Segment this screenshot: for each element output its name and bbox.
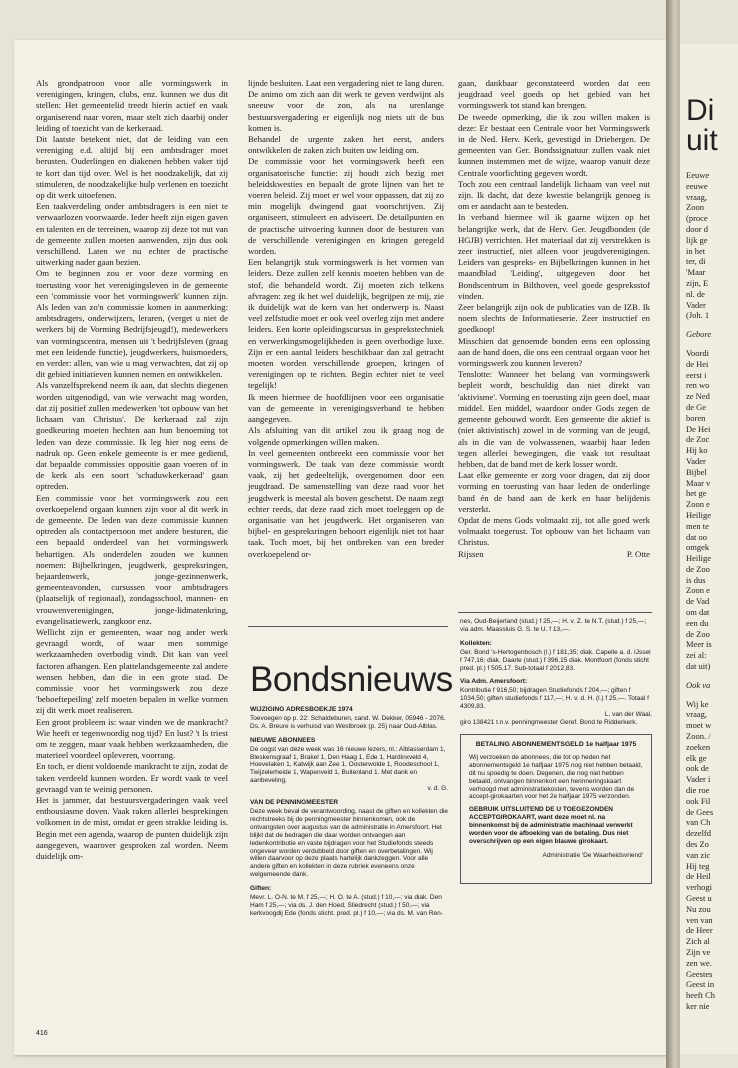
section-heading: VAN DE PENNINGMEESTER <box>250 799 339 807</box>
article-column-1 <box>36 78 228 1028</box>
next-page-line: zei al: <box>686 650 707 661</box>
section-title: Bondsnieuws <box>250 660 453 699</box>
next-page-line: vraag, <box>686 709 708 720</box>
next-page-line: een du <box>686 617 709 628</box>
next-page-line: heeft Ch <box>686 990 716 1001</box>
section-heading: Giften: <box>250 885 272 893</box>
news-text: Toevoegen op p. 22: Schaldeburen, cand. W. Dekker, 05946 - 2076. <box>250 714 446 722</box>
paragraph: Als afsluiting van dit artikel zou ik graag nog de volgende opmerkingen willen maken. <box>248 425 444 447</box>
paragraph: De tweede opmerking, die ik zou willen maken is deze: Er bestaat een Centrale voor het Vormingswerk in de Ned. Herv. Kerk, gevestigd in Driebergen. De gemeenten van Ger. Bondssignatuur zullen vaak niet kunnen instemmen met de wijze, waarop vanuit deze Centrale voorlichting gegeven wordt. <box>458 111 650 178</box>
next-page-line: Zoon e <box>686 585 710 596</box>
paragraph: Toch zou een centraal landelijk lichaam van veel nut zijn. Ik dacht, dat deze kwestie belangrijk genoeg is om er aandacht aan te besteden. <box>458 178 650 212</box>
next-page-line: de Zoc <box>686 434 710 445</box>
next-page-line: Nu zou <box>686 903 711 914</box>
next-page-line: Zoon. / <box>686 731 711 742</box>
next-page-line: zoeken <box>686 741 711 752</box>
next-page-line: verhogi <box>686 882 712 893</box>
paragraph: lijnde besluiten. Laat een vergadering niet te lang duren. De animo om zich aan dit werk te geven verdwijnt als sneeuw voor de zon, als na urenlange bestuursvergadering er eigenlijk nog niets uit de bus komen is. <box>248 78 444 133</box>
next-page-line: (Joh. 1 <box>686 310 710 321</box>
signature-place: Rijssen <box>458 548 484 559</box>
notice-text: GEBRUIK UITSLUITEND DE U TOEGEZONDEN ACCEPTGIROKAART, want deze moet nl. na binnenkomst bij de administratie machinaal verwerkt worden voor de afboeking van de betaling. Dus niet overschrijven op een eigen blauwe girokaart. <box>469 806 633 845</box>
paragraph: Een belangrijk stuk vormingswerk is het vormen van leiders. Deze zullen zelf kennis moeten hebben van de stof, die behandeld wordt. Zij moeten zich telkens afvragen: zeg ik het wel duidelijk, begrijpen ze mij, zie ik duidelijk wat de kern van het onderwerp is. Naast veel zelfstudie moet er ook veel overleg zijn met andere leiders. Een korte opleidingscursus in gesprekstechniek en verwerkingsmogelijkheden is geen overbodige luxe. Zijn er een aantal leiders beschikbaar dan zal getracht moeten worden verschillende groepen, kringen of verenigingen op te richten. Begin echter niet te veel tegelijk! <box>248 257 444 391</box>
next-page-subheading: Ook va <box>686 679 711 690</box>
notice-box <box>460 734 652 884</box>
section-heading: Via Adm. Amersfoort: <box>460 678 528 686</box>
next-page-line: ren wo <box>686 380 710 391</box>
bondsnieuws-column-2 <box>460 618 652 728</box>
paragraph: Als vanzelfsprekend neem ik aan, dat slechts diegenen worden uitgenodigd, van wie verwacht mag worden, dat zij positief zullen medewerken 'tot opbouw van het lichaam van Christus'. De kerkeraad zal zijn goedkeuring moeten hechten aan hun benoeming tot leden van deze commissie. Ik leg hier nog eens de nadruk op. Geen enkele gemeente is er mee gediend, dat bepaalde commissies oppositie gaan voeren of in de kerk als een soort 'schaduwkerkeraad' gaan optreden. <box>36 380 228 492</box>
paragraph: Wellicht zijn er gemeenten, waar nog ander werk gevraagd wordt, of waar men sommige werkzaamheden overbodig vindt. Dit kan van veel factoren afhangen. Een plattelandsgemeente zal andere wensen hebben, dan die in een grote stad. De commissie voor het vormingswerk zou deze 'behoeftepeiling' zelf moeten bepalen in welke vormen zij dit werk moet realiseren. <box>36 626 228 716</box>
paragraph: Tenslotte: Wanneer het belang van vormingswerk bepleit wordt, beschuldig dan niet direkt van 'aktivisme'. Vorming en toerusting zijn geen doel, maar middel. Een middel, waardoor onder Gods zegen de gemeente gebouwd wordt. Een gemeente die aktief is (niet aktivistisch) zowel in de vorming van de jeugd, als in die van de volwassenen, waarbij haar leden tegen allerlei bewegingen, die vaak tot resultaat hebben, dat de band met de kerk losser wordt. <box>458 369 650 469</box>
paragraph: Zeer belangrijk zijn ook de publicaties van de IZB. Ik noem slechts de Informatieserie. Zeer instructief en goedkoop! <box>458 302 650 335</box>
next-page-line: zen we. <box>686 957 712 968</box>
news-text: Mevr. L. O-N. te M. f 25,—; H. O. te A. (stud.) f 10,—; via diak. Den Ham f 25,—; via ds. J. den Hoed, Sliedrecht (stud.) f 50,—; via kerkvoogdij Ede (fonds sticht. pred. pl.) f 10,—; via ds. M. van Ren- <box>250 894 443 917</box>
next-page-line: die roe <box>686 785 710 796</box>
paragraph: Een groot probleem is: waar vinden we de mankracht? Wie heeft er tegenwoordig nog tijd? En lust? 't Is triest om te zeggen, maar vaak hebben werkzaamheden, die materieel voordeel opleveren, voorrang. <box>36 716 228 761</box>
next-page-line: Geest u <box>686 893 712 903</box>
next-page-line: Meer is <box>686 639 712 650</box>
news-text: Ds. A. Breure is verhuisd van Westbroek (p. 25) naar Oud-Alblas. <box>250 722 438 730</box>
next-page-line: (proce <box>686 213 708 224</box>
next-page-line: Zijn ve <box>686 946 711 957</box>
heading-line: uit <box>686 124 718 157</box>
next-page-line: dat oo <box>686 531 708 542</box>
section-heading: WIJZIGING ADRESBOEKJE 1974 <box>250 706 353 713</box>
heading-line: Di <box>686 94 715 127</box>
paragraph: Het is jammer, dat bestuursvergaderingen vaak veel enthousiasme doven. Vaak raken allerlei besprekingen volkomen in de mist, omdat er geen strakke leiding is. Begin met een agenda, waarop de punten duidelijk zijn aangegeven, waarover gesproken zal worden. Neem duidelijk om- <box>36 795 228 862</box>
news-text: Kontributie f 916,50; bijdragen Studiefonds f 204,—; giften f 1034,50; giften studiefonds f 117,—; H. v. d. H. (l.) f 25,—. Totaal f 4309,83. <box>460 687 649 711</box>
next-page-line: eerst i <box>686 369 707 380</box>
next-page-line: ker nie <box>686 1000 710 1011</box>
binding-gutter <box>666 0 680 1068</box>
next-page-line: des Zo <box>686 839 709 850</box>
next-page-line: Vader <box>686 299 706 310</box>
next-page-subheading: Gebore <box>686 329 712 340</box>
next-page-line: Zoon <box>686 202 704 213</box>
article-column-2 <box>248 78 444 618</box>
next-page-column <box>686 170 738 1011</box>
next-page-line: om dat <box>686 607 710 618</box>
paragraph: Ik meen hiermee de hoofdlijnen voor een organisatie van de gemeente in verenigingsverband te hebben aangegeven. <box>248 391 444 425</box>
next-page-line: vraag, <box>686 191 708 202</box>
next-page-line: het ge <box>686 488 707 499</box>
next-page-line: Hij ko <box>686 445 708 456</box>
next-page-line: ven van <box>686 914 713 925</box>
news-text: Ger. Bond 's-Hertogenbosch (l.) f 181,35; diak. Capelle a. d. IJssel f 747,16; diak. Daarle (stud.) f 396,15 diak. Montfoort (fonds sticht pred. pl.) f 505,17. Sub-totaal f 2012,83. <box>460 648 651 672</box>
next-page-line: Geestes <box>686 968 713 979</box>
paragraph: In verband hiermee wil ik gaarne wijzen op het belangrijke werk, dat de Herv. Ger. Jeugdbonden (de HGJB) verrichten. Het materiaal dat zij verstrekken is zeer instructief, niet alleen voor jeugdverenigingen. Leiders van gespreks- en Bijbelkringen kunnen in het maandblad 'Leiding', uitgegeven door het Bondscentrum in Bilthoven, veel goede gespreksstof vinden. <box>458 212 650 301</box>
next-page-line: moet w <box>686 720 712 731</box>
paragraph: Misschien dat genoemde bonden eens een oplossing aan de hand doen, die ons een centraal orgaan voor het vormingswerk zou kunnen leveren? <box>458 335 650 369</box>
next-page-line: ter, di <box>686 256 706 267</box>
news-text: giro 138421 t.n.v. penningmeester Geref. Bond te Ridderkerk. <box>460 718 638 726</box>
paragraph: Behandel de urgente zaken het eerst, anders ontwikkelen de zaken zich buiten uw leiding om. <box>248 134 444 156</box>
next-page-line: in het <box>686 245 706 256</box>
next-page-line: ook Fil <box>686 795 711 806</box>
paragraph: Laat elke gemeente er zorg voor dragen, dat zij door vorming en toerusting van haar leden de onderlinge band én de band aan de kerk en haar belijdenis versterkt. <box>458 470 650 514</box>
next-page-line: de Heer <box>686 925 713 936</box>
next-page-line: is dus <box>686 574 706 585</box>
paragraph: De commissie voor het vormingswerk heeft een organisatorische functie: zij houdt zich bezig met beleidskwesties en bepaalt de grote lijnen van het te voeren beleid. Zij moet er wel voor oppassen, dat zij zo min mogelijk dwingend gaat voorschrijven. Zij organiseert, stimuleert en adviseert. De detailpunten en de practische uitvoering kunnen door de besturen van de verschillende verenigingen en kringen geregeld worden. <box>248 156 444 257</box>
next-page-line: van zic <box>686 849 711 860</box>
next-page-line: Wij ke <box>686 698 709 709</box>
paragraph: Opdat de mens Gods volmaakt zij, tot alle goed werk volmaakt toegerust. Tot opbouw van het lichaam van Christus. <box>458 514 650 548</box>
signature-author: P. Otte <box>626 548 650 559</box>
news-text: nes, Oud-Beijerland (stud.) f 25,—; H. v. Z. te N.T. (stud.) f 25,—; via adm. Maassluis G. S. te U. f 13,—. <box>460 618 647 633</box>
next-page-line: de Heil <box>686 871 711 882</box>
notice-title: BETALING ABONNEMENTSGELD 1e halfjaar 1975 <box>475 741 637 748</box>
paragraph: Als grondpatroon voor alle vormingswerk in verenigingen, kringen, clubs, enz. kunnen we dus dit stellen: Het gemeentelid treedt hierin actief en vaak organiserend naar voren, maar stelt zich daarbij onder leiding of toezicht van de kerkeraad. <box>36 78 228 133</box>
next-page-line: men te <box>686 520 709 531</box>
next-page-line: Bijbel <box>686 466 707 477</box>
next-page-line: De Hei <box>686 423 711 434</box>
next-page-line: de Zoo <box>686 563 710 574</box>
next-page-line: Hij teg <box>686 860 710 871</box>
paragraph: In veel gemeenten ontbreekt een commissie voor het vormingswerk. De taak van deze commissie wordt vaak, zij het gedeeltelijk, overgenomen door een jeugdraad. De samenstelling van deze raad voor het jeugdwerk is meestal als boven geschetst. De naam zegt echter reeds, dat deze raad zich moet toeleggen op de organisatie van het jeugdwerk. Het organiseren van bijbel- en gespreksringen behoort eigenlijk niet tot haar taak. Toch moet, bij het ontbreken van een breder overkoepelend or- <box>248 447 444 559</box>
article-column-3 <box>458 78 650 608</box>
news-text: Deze week beval de verantwoording, naast de giften en kollekten die rechtstreeks bij de penningmeester binnenkomen, ook de ontvangsten over augustus van de administratie in Amersfoort. Het blijkt dat de bedragen die daar worden ontvangen aan ledenkontributie en vaste bijdragen voor het Studiefonds steeds ongeveer worden verdubbeld door giften en overbetalingen. Wij willen daarvoor op deze plaats hartelijk dankzeggen. Voor alle andere giften en kollekten in deze rubriek eveneens onze welgemeende dank. <box>250 807 449 879</box>
divider <box>458 612 652 613</box>
next-page-line: Vader i <box>686 774 711 785</box>
next-page-line: elk ge <box>686 752 707 763</box>
next-page-line: Heilige <box>686 553 712 564</box>
notice-text: Wij verzoeken de abonnees, die tot op heden het abonnementsgeld 1e halfjaar 1975 nog niet hebben betaald, dit nu spoedig te doen. Degenen, die nog niet hebben betaald, ontvangen binnenkort een herinneringskaart verhoogd met administratiekosten, tevens worden dan de accept-girokaarten voor het 2e halfjaar 1975 verzonden. <box>469 753 643 801</box>
next-page-line: nl. de <box>686 288 705 299</box>
next-page-line: de Vad <box>686 596 710 607</box>
next-page-line: eeuwe <box>686 180 708 191</box>
next-page-line: ze Ned <box>686 391 710 402</box>
news-signature: v. d. G. <box>427 785 448 793</box>
news-signature: L. van der Waal, <box>604 711 652 719</box>
divider <box>248 626 448 627</box>
paragraph: Dit laatste betekent niet, dat de leiding van een vereniging e.d. altijd bij een ambtsdrager moet berusten. Ouderlingen en diakenen hebben vaker tijd te kort dan tijd over. Wel is het noodzakelijk, dat zij stimuleren, de noodzakelijke hulp verlenen en toezicht op dit werk uitoefenen. <box>36 134 228 201</box>
next-page-line: de Gees <box>686 806 714 817</box>
next-page-line: door d <box>686 223 708 234</box>
paragraph: Om te beginnen zou er voor deze vorming en toerusting voor het verenigingsleven in de gemeente een 'commissie voor het vormingswerk' kunnen zijn. Als leden van zo'n commissie komen in aanmerking: ambtsdragers, onderwijzers, leraren, (verget u niet de werkers bij de Vorming Bedrijfsjeugd!), medewerkers van vormingscentra, mensen uit 't bedrijfsleven (graag met een leidende functie), jeugdwerkers, huismoeders, en verder: allen, van wie u mag verwachten, dat zij op dit gebied initiatieven kunnen nemen en ontwikkelen. <box>36 268 228 380</box>
next-page-line: Maar v <box>686 477 711 488</box>
next-page-line: zijn, E <box>686 277 709 288</box>
news-text: De oogst van deze week was 16 nieuwe lezers, nl.: Alblasserdam 1, Bleskensgraaf 1, Brakel 1, Den Haag 1, Ede 1, Hardinxveld 4, Hoevelaken 1, Katwijk aan Zee 1, Oosterwolde 1, Roodeschool 1, Twijzelerheide 1, Wapenveld 1, Buitenland 1. Met dank en aanbeveling, <box>250 745 446 785</box>
next-page-line: Voordi <box>686 347 709 358</box>
next-page-heading <box>686 96 718 156</box>
notice-signature: Administratie 'De Waarheidsvriend' <box>542 851 643 859</box>
next-page-line: boren <box>686 412 706 423</box>
next-page-line: van Ch <box>686 817 711 828</box>
paragraph: Een commissie voor het vormingswerk zou een overkoepelend orgaan kunnen zijn voor al dit werk in de gemeente. De leden van deze commissie kunnen optreden als contactpersoon met andere besturen, die een bepaald onderdeel van het vormingswerk behartigen. Als onderdelen zouden we kunnen noemen: Bijbelkringen, jeugdwerk, gespreksringen, bejaardenwerk, jonge-gezinnenwerk, gemeenteavonden, cursussen voor ambtsdragers (plaatselijk of regionaal), zondagsschool, mannen- en vrouwenverenigingen, jonge-lidmatenkring, evangelisatiewerk, zangkoor enz. <box>36 492 228 626</box>
next-page-line: lijk ge <box>686 234 708 245</box>
next-page-line: de Hei <box>686 358 709 369</box>
next-page-line: de Ge <box>686 401 707 412</box>
next-page-line: Zich al <box>686 936 710 947</box>
next-page-line: Vader <box>686 455 706 466</box>
next-page-line: Heilige <box>686 509 712 520</box>
paragraph: gaan, dankbaar geconstateerd worden dat een jeugdraad veel goeds op het gebied van het vormingswerk tot stand kan brengen. <box>458 78 650 111</box>
next-page-line: omgek <box>686 542 710 553</box>
section-heading: Kollekten: <box>460 639 492 647</box>
article-signature <box>458 549 650 560</box>
paragraph: En toch, er dient voldoende mankracht te zijn, zodat de taken verdeeld kunnen worden. Er wordt vaak te veel gevraagd van te weinig personen. <box>36 761 228 794</box>
paragraph: Een taakverdeling onder ambtsdragers is een niet te verwaarlozen voorwaarde. Ieder heeft zijn eigen gaven en talenten en de terreinen, waarop zij deze tot nut van de gemeente zullen moeten aanwenden, zijn dus ook verschillend. Laten we nu echter de practische uitwerking nader gaan bezien. <box>36 201 228 268</box>
page-number: 416 <box>36 1030 48 1037</box>
next-page-line: Eeuwe <box>686 170 710 180</box>
bondsnieuws-column-1 <box>250 700 448 1040</box>
next-page-line: 'Maar <box>686 267 706 278</box>
next-page-line: Zoon e <box>686 499 710 510</box>
next-page-line: dat uit) <box>686 661 711 672</box>
next-page-line: Geest in <box>686 979 715 990</box>
section-heading: NIEUWE ABONNEES <box>250 736 316 744</box>
next-page-line: dezelfd <box>686 828 712 839</box>
next-page-line: de Zoo <box>686 628 710 639</box>
next-page-line: ook de <box>686 763 709 774</box>
